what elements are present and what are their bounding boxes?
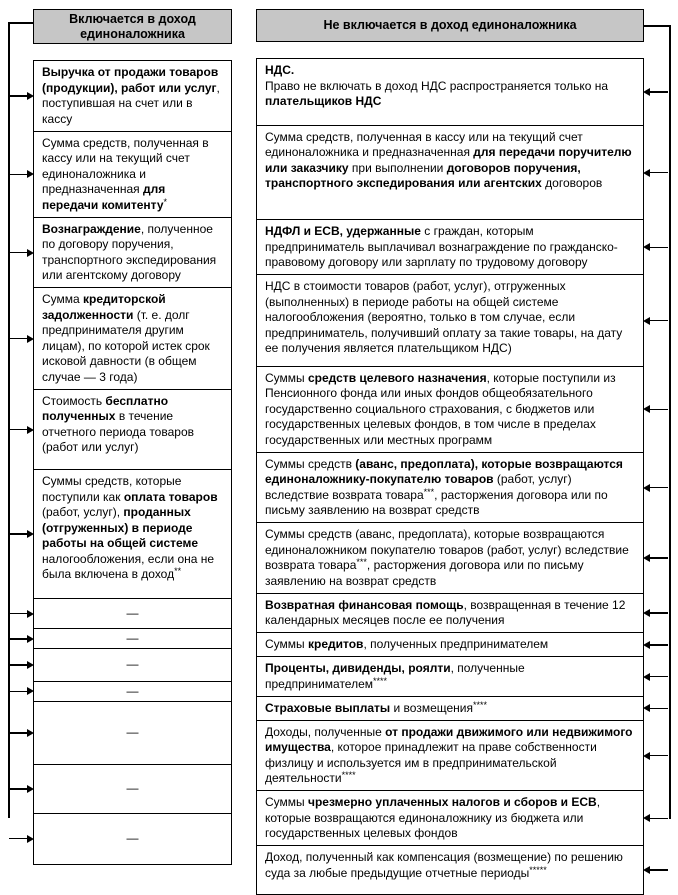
arrow-icon <box>650 409 668 411</box>
cell-text: Суммы средств, которые поступили как оплата товаров (работ, услуг), проданных (отгруженных) в периоде работы на общей системе налогообложения, если она не была включена в доход** <box>42 474 218 581</box>
empty-cell <box>33 701 232 766</box>
arrow-icon <box>9 95 27 97</box>
empty-cell <box>33 648 232 682</box>
dash-placeholder: — <box>126 683 139 698</box>
cell-text: Сумма кредиторской задолженности (т. е. долг предпринимателя другим лицам), по которой истек срок исковой давности (в общем случае — 3 года) <box>42 292 210 384</box>
cell-text: Суммы средств (аванс, предоплата), которые возвращаются единоналожнику-покупателю товаров (работ, услуг) вследствие возврата товара***, расторжения договора или по письму заявлению на возврат средств <box>265 456 623 517</box>
arrow-icon <box>650 818 668 820</box>
arrow-icon <box>9 613 27 615</box>
excluded-item-cell <box>256 366 644 454</box>
dash-placeholder: — <box>126 631 139 645</box>
empty-cell <box>33 764 232 814</box>
excluded-item-cell <box>256 452 644 524</box>
excluded-item-cell <box>256 125 644 221</box>
right-bracket-connector <box>644 25 671 27</box>
arrow-icon <box>650 612 668 614</box>
dash-placeholder: — <box>126 657 139 672</box>
excluded-item-cell <box>256 522 644 594</box>
included-item-cell <box>33 131 232 219</box>
arrow-icon <box>650 869 668 871</box>
excluded-item-cell <box>256 845 644 895</box>
included-item-cell <box>33 389 232 471</box>
empty-cell <box>33 681 232 703</box>
arrow-icon <box>650 320 668 322</box>
cell-text: Сумма средств, полученная в кассу или на текущий счет единоналожника и предназначенная для передачи поручителю или заказчику при выполнении договоров поручения, транспортного экспедирования или агентских договоров <box>265 129 632 190</box>
arrow-icon <box>9 429 27 431</box>
not-included-column-cells <box>256 58 644 895</box>
arrow-icon <box>9 533 27 535</box>
cell-text: Выручка от продажи товаров (продукции), работ или услуг, поступившая на счет или в кассу <box>42 65 220 126</box>
excluded-item-cell <box>256 274 644 367</box>
arrow-icon <box>9 788 27 790</box>
cell-text: Сумма средств, полученная в кассу или на текущий счет единоналожника и предназначенная для передачи комитенту* <box>42 135 209 212</box>
cell-text: НДФЛ и ЕСВ, удержанные с граждан, которым предприниматель выплачивал вознаграждение по гражданско-правовому договору или зарплату по трудовому договору <box>265 224 618 269</box>
arrow-icon <box>9 174 27 176</box>
arrow-icon <box>650 172 668 174</box>
arrow-icon <box>650 557 668 559</box>
arrow-icon <box>9 252 27 254</box>
cell-text: Доходы, полученные от продажи движимого или недвижимого имущества, которое принадлежит на праве собственности физлицу и используется им в предпринимательской деятельности**** <box>265 724 633 785</box>
not-included-income-column <box>256 9 644 895</box>
included-item-cell <box>33 217 232 289</box>
arrow-icon <box>9 638 27 640</box>
empty-cell <box>33 628 232 650</box>
dash-placeholder: — <box>126 830 139 845</box>
included-column-cells <box>33 60 232 865</box>
excluded-item-cell <box>256 632 644 658</box>
arrow-icon <box>650 755 668 757</box>
cell-text: Проценты, дивиденды, роялти, полученные предпринимателем**** <box>265 661 525 691</box>
cell-text: НДС. Право не включать в доход НДС распространяется только на плательщиков НДС <box>265 63 609 108</box>
arrow-icon <box>9 732 27 734</box>
excluded-item-cell <box>256 219 644 276</box>
empty-cell <box>33 598 232 630</box>
included-item-cell <box>33 60 232 132</box>
excluded-item-cell <box>256 58 644 126</box>
right-bracket-line <box>669 25 671 819</box>
included-item-cell <box>33 287 232 390</box>
cell-text: Стоимость бесплатно полученных в течение отчетного периода товаров (работ или услуг) <box>42 393 194 454</box>
cell-text: Доход, полученный как компенсация (возмещение) по решению суда за любые предыдущие отчетные периоды***** <box>265 850 623 880</box>
included-income-column <box>33 9 232 865</box>
cell-text: Суммы кредитов, полученных предпринимателем <box>265 637 549 651</box>
not-included-column-header: Не включается в доход единоналожника <box>256 9 644 42</box>
arrow-icon <box>650 676 668 678</box>
dash-placeholder: — <box>126 605 139 620</box>
included-column-header: Включается в доход единоналожника <box>33 9 232 44</box>
excluded-item-cell <box>256 720 644 792</box>
excluded-item-cell <box>256 696 644 722</box>
arrow-icon <box>650 247 668 249</box>
arrow-icon <box>650 708 668 710</box>
arrow-icon <box>9 338 27 340</box>
cell-text: Страховые выплаты и возмещения**** <box>265 699 488 715</box>
arrow-icon <box>9 838 27 840</box>
cell-text: Вознаграждение, полученное по договору поручения, транспортного экспедирования или агентскому договору <box>42 221 217 282</box>
left-bracket-line <box>8 22 10 818</box>
cell-text: Возвратная финансовая помощь, возвращенная в течение 12 календарных месяцев после ее получения <box>265 597 626 627</box>
arrow-icon <box>650 91 668 93</box>
excluded-item-cell <box>256 593 644 634</box>
cell-text: Суммы средств целевого назначения, которые поступили из Пенсионного фонда или иных фондов общеобязательного государственно социального страхования, с бюджетов или государственных целевых фондов, в том числе в пределах государственных или местных программ <box>265 370 616 447</box>
cell-text: Суммы средств (аванс, предоплата), которые возвращаются единоналожником покупателю товаров (работ, услуг) вследствие возврата товара***, расторжения договора или по письму заявлению на возврат средств <box>265 527 629 588</box>
dash-placeholder: — <box>126 725 139 740</box>
excluded-item-cell <box>256 656 644 697</box>
empty-cell <box>33 813 232 865</box>
arrow-icon <box>650 487 668 489</box>
excluded-item-cell <box>256 790 644 847</box>
arrow-icon <box>650 644 668 646</box>
cell-text: Суммы чрезмерно уплаченных налогов и сборов и ЕСВ, которые возвращаются единоналожнику из бюджета или государственных целевых фондов <box>265 795 601 840</box>
left-bracket-connector <box>8 22 33 24</box>
arrow-icon <box>9 691 27 693</box>
included-item-cell <box>33 469 232 599</box>
arrow-icon <box>9 664 27 666</box>
dash-placeholder: — <box>126 781 139 796</box>
cell-text: НДС в стоимости товаров (работ, услуг), отгруженных (выполненных) в периоде работы на общей системе налогообложения (вероятно, только в том случае, если предприниматель, получивший оплату за такие товары, на дату ее получения является плательщиком НДС) <box>265 279 623 355</box>
